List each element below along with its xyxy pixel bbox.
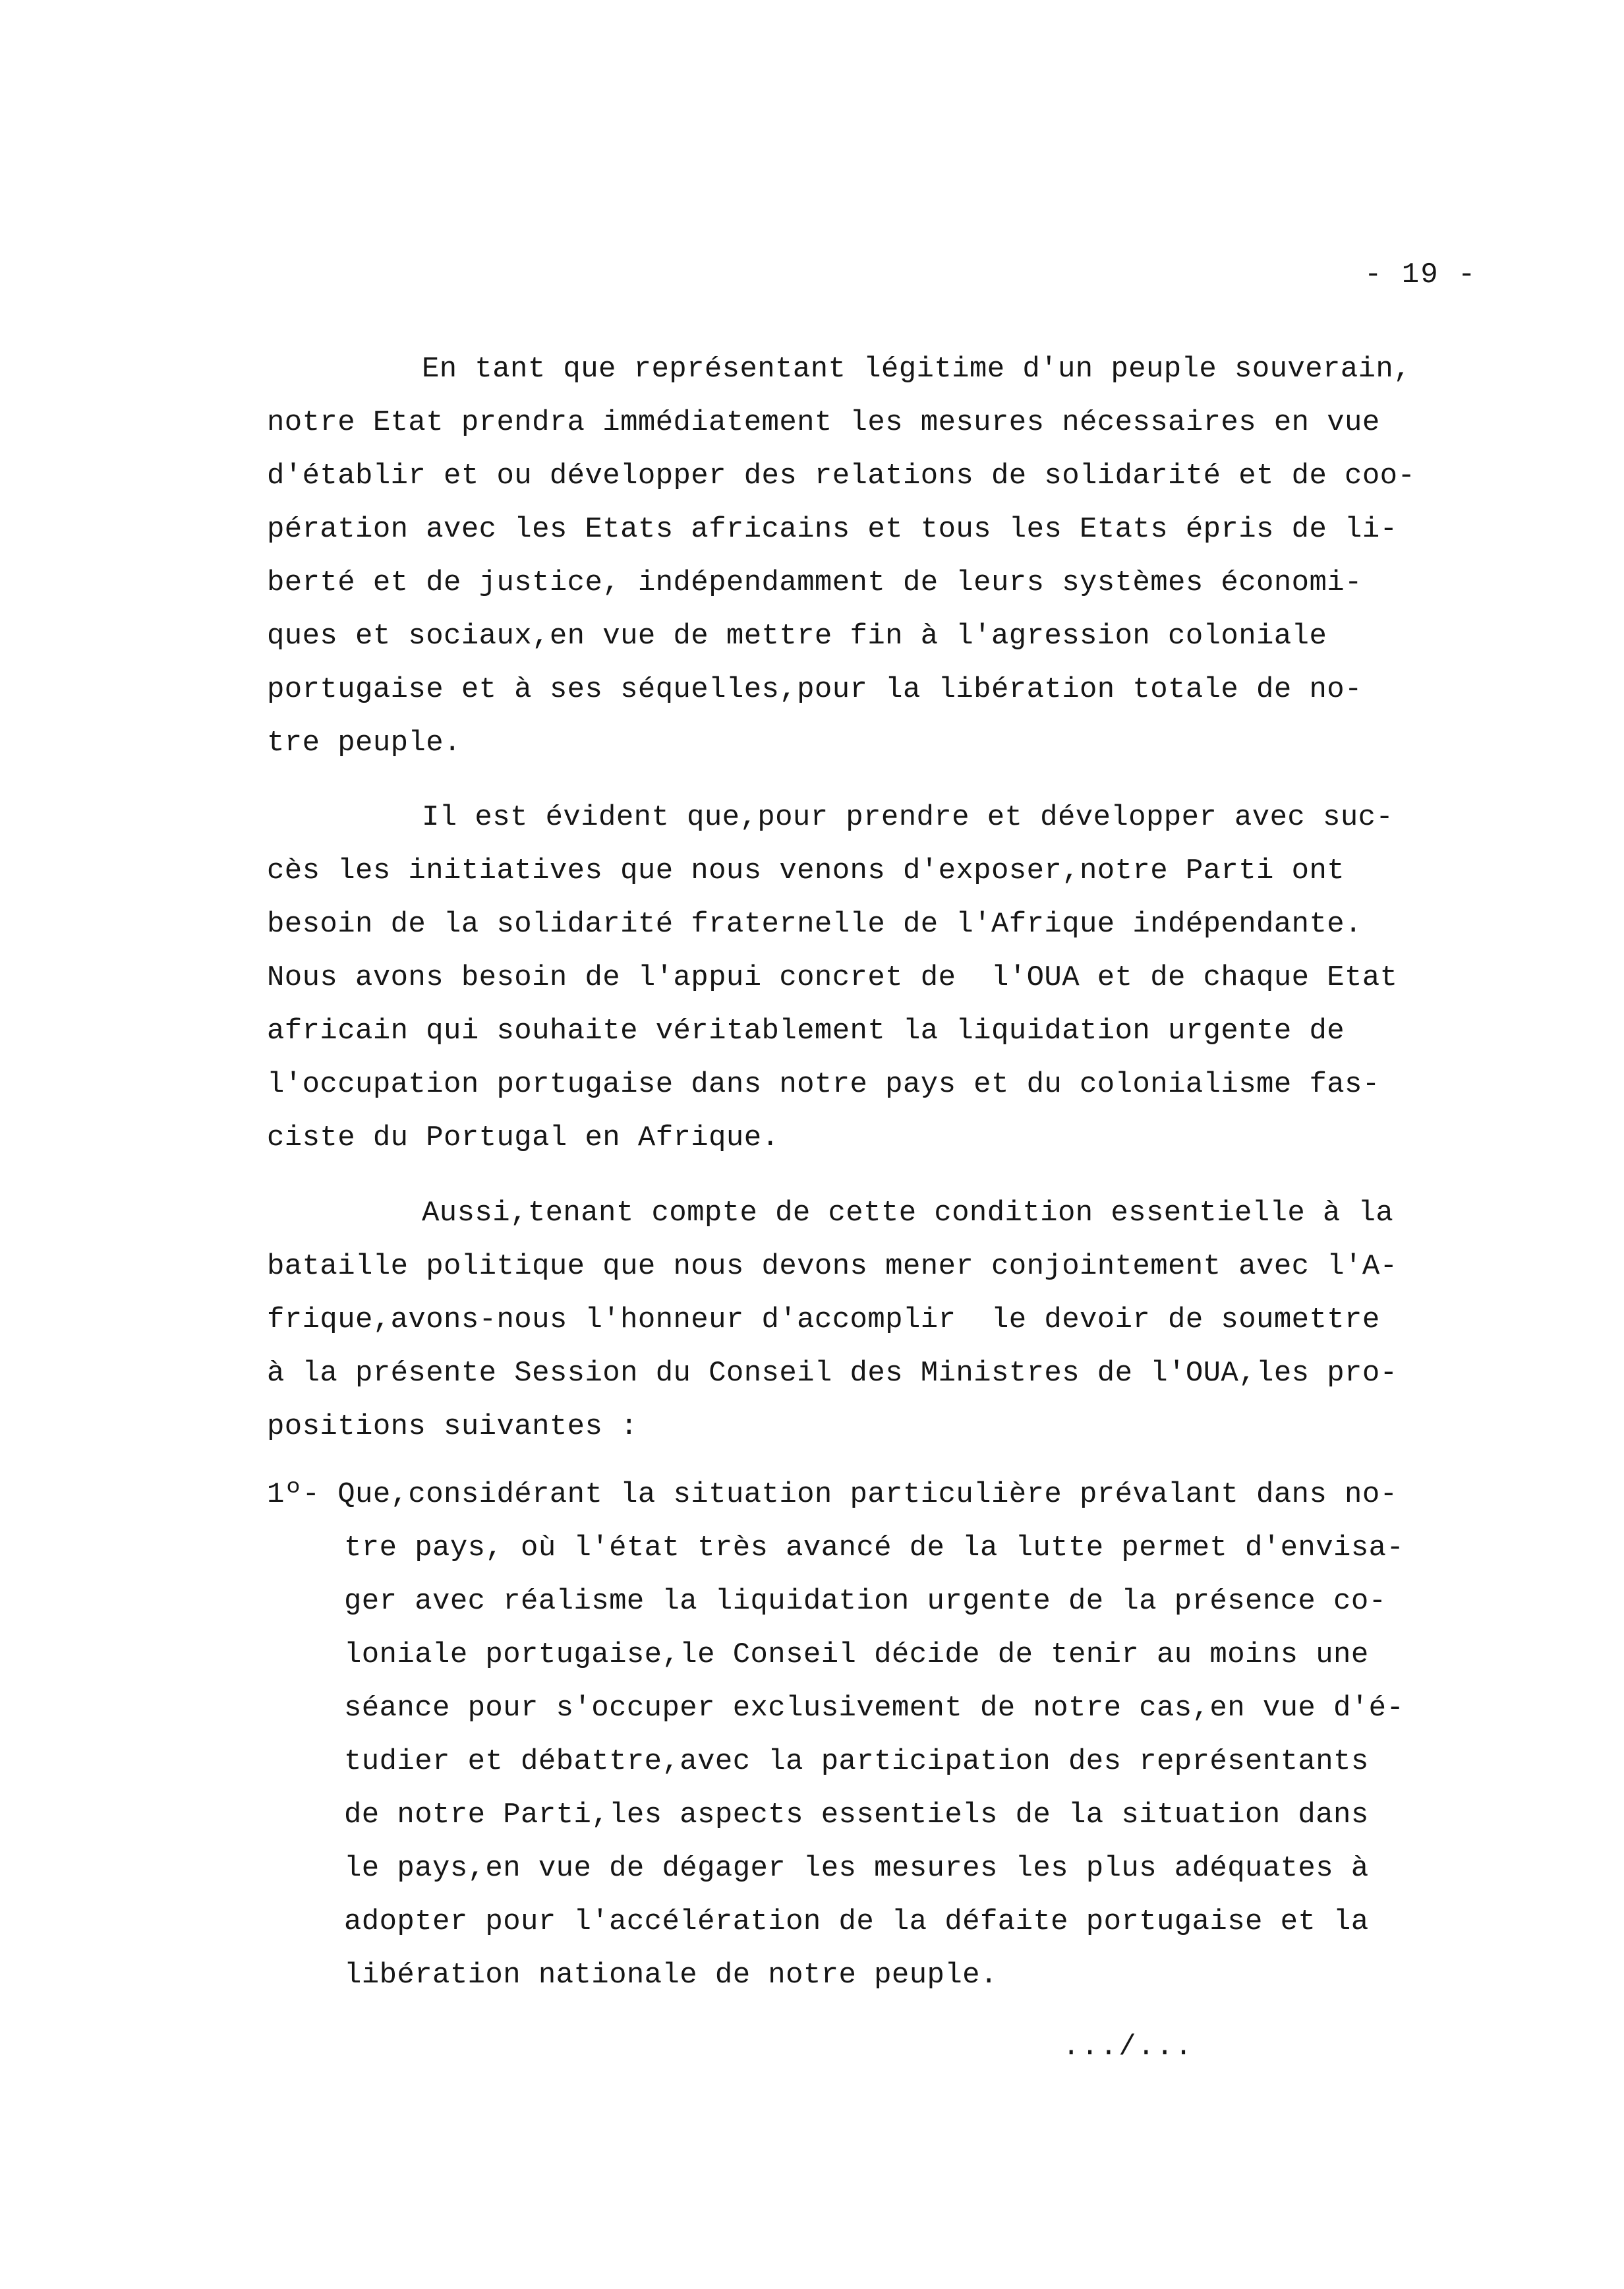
text-line: positions suivantes : xyxy=(267,1410,638,1443)
text-line: le pays,en vue de dégager les mesures les plus adéquates à xyxy=(344,1852,1369,1885)
text-line: africain qui souhaite véritablement la liquidation urgente de xyxy=(267,1015,1345,1048)
text-line: Nous avons besoin de l'appui concret de l'OUA et de chaque Etat xyxy=(267,961,1398,994)
text-line: frique,avons-nous l'honneur d'accomplir le devoir de soumettre xyxy=(267,1303,1380,1336)
text-line: 1º- Que,considérant la situation particulière prévalant dans no- xyxy=(267,1478,1398,1511)
text-line: Il est évident que,pour prendre et développer avec suc- xyxy=(422,801,1394,834)
text-line: berté et de justice, indépendamment de leurs systèmes économi- xyxy=(267,566,1362,599)
text-line: séance pour s'occuper exclusivement de notre cas,en vue d'é- xyxy=(344,1692,1405,1725)
text-line: bataille politique que nous devons mener conjointement avec l'A- xyxy=(267,1250,1398,1283)
text-line: ques et sociaux,en vue de mettre fin à l'agression coloniale xyxy=(267,620,1327,653)
text-line: tre peuple. xyxy=(267,727,461,759)
text-line: ciste du Portugal en Afrique. xyxy=(267,1121,780,1154)
text-line: Aussi,tenant compte de cette condition essentielle à la xyxy=(422,1197,1394,1230)
text-line: besoin de la solidarité fraternelle de l'Afrique indépendante. xyxy=(267,908,1362,941)
text-line: En tant que représentant légitime d'un peuple souverain, xyxy=(422,353,1412,386)
continuation-mark: .../... xyxy=(1062,2031,1194,2064)
text-line: tudier et débattre,avec la participation des représentants xyxy=(344,1745,1369,1778)
text-line: cès les initiatives que nous venons d'exposer,notre Parti ont xyxy=(267,854,1345,887)
page-number: - 19 - xyxy=(1364,258,1477,291)
text-line: ger avec réalisme la liquidation urgente de la présence co- xyxy=(344,1585,1387,1618)
text-line: de notre Parti,les aspects essentiels de la situation dans xyxy=(344,1798,1369,1831)
text-line: portugaise et à ses séquelles,pour la libération totale de no- xyxy=(267,673,1362,706)
text-line: à la présente Session du Conseil des Ministres de l'OUA,les pro- xyxy=(267,1357,1398,1390)
text-line: notre Etat prendra immédiatement les mesures nécessaires en vue xyxy=(267,406,1380,439)
text-line: d'établir et ou développer des relations de solidarité et de coo- xyxy=(267,460,1416,492)
text-line: l'occupation portugaise dans notre pays et du colonialisme fas- xyxy=(267,1068,1380,1101)
text-line: pération avec les Etats africains et tous les Etats épris de li- xyxy=(267,513,1398,546)
text-line: libération nationale de notre peuple. xyxy=(344,1959,998,1992)
text-line: tre pays, où l'état très avancé de la lutte permet d'envisa- xyxy=(344,1531,1405,1564)
text-line: adopter pour l'accélération de la défaite portugaise et la xyxy=(344,1905,1369,1938)
text-line: loniale portugaise,le Conseil décide de tenir au moins une xyxy=(344,1638,1369,1671)
